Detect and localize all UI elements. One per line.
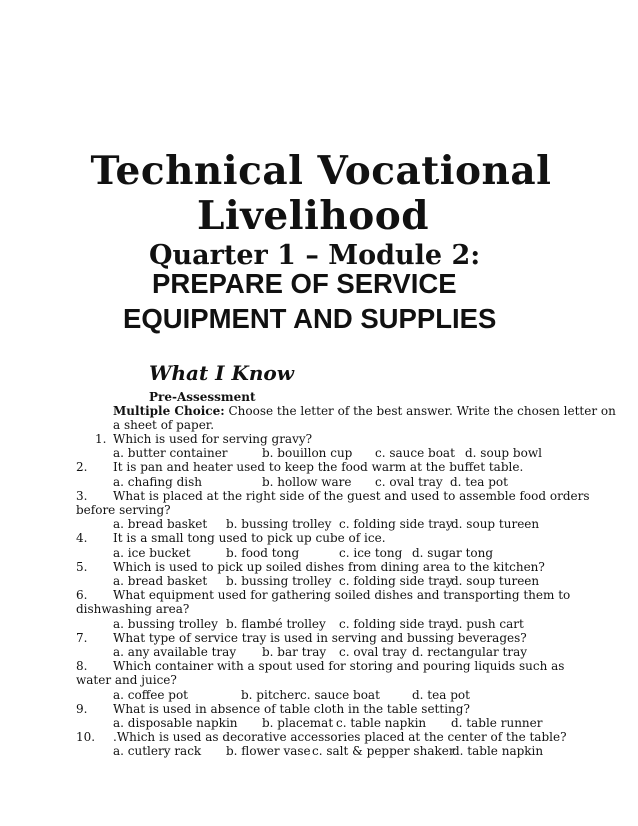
question-number: 1. [95,432,107,446]
answer-option: d. sugar tong [412,545,494,560]
answer-option: b. bar tray [262,645,327,659]
question-text: Which container with a spout used for storing and pouring liquids such as [113,659,565,674]
answer-option: a. any available tray [113,645,237,659]
module-title-line-1: PREPARE OF SERVICE [152,268,457,299]
answer-option: d. soup bowl [465,446,542,461]
question-number: 9. [76,701,88,716]
answer-option: d. push cart [451,616,524,631]
answer-option: d. rectangular tray [412,645,528,659]
question-number: 7. [76,630,88,645]
question-text: What is used in absence of table cloth in the table setting? [113,701,470,716]
answer-option: d. tea pot [412,687,470,702]
instructions-line-2: a sheet of paper. [113,418,215,432]
question-text: dishwashing area? [76,602,190,617]
module-title-line-2: EQUIPMENT AND SUPPLIES [123,303,497,334]
question-number: 10. [76,730,96,745]
question-text: water and juice? [76,673,177,688]
answer-option: d. soup tureen [451,574,540,588]
question-text: It is pan and heater used to keep the food warm at the buffet table. [113,460,524,475]
answer-option: b. food tong [226,545,300,560]
answer-option: b. bussing trolley [226,517,332,532]
answer-option: c. salt & pepper shaker [312,744,455,759]
question-number: 4. [76,531,88,546]
answer-option: b. flower vase [226,744,311,759]
question-number: 8. [76,659,88,674]
answer-option: d. tea pot [450,474,508,489]
answer-option: a. bread basket [113,574,208,588]
answer-option: b. hollow ware [262,474,352,489]
question-text: Which is used for serving gravy? [113,432,313,446]
answer-option: b. bussing trolley [226,574,332,588]
answer-option: a. coffee pot [113,687,188,702]
question-number: 5. [76,559,88,574]
question-number: 6. [76,588,88,603]
answer-option: b. placemat [262,716,334,730]
answer-option: a. chafing dish [113,474,203,489]
answer-option: a. butter container [113,446,228,461]
instructions-line-1 [113,404,616,418]
document-title-line-2: Livelihood [197,193,429,239]
answer-option: a. cutlery rack [113,744,202,759]
answer-option: a. disposable napkin [113,716,238,730]
answer-option: c. sauce boat [375,446,455,461]
question-text: What is placed at the right side of the guest and used to assemble food orders [113,488,590,503]
question-number: 2. [76,460,88,475]
answer-option: c. folding side tray [339,517,453,532]
document-title-line-1: Technical Vocational [90,148,552,194]
instructions-label: Multiple Choice: [113,404,225,418]
answer-option: c. ice tong [339,545,403,560]
pre-assessment-label: Pre-Assessment [149,390,256,404]
module-number: Quarter 1 – Module 2: [149,240,481,271]
answer-option: b. bouillon cup [262,446,353,461]
question-text: before serving? [76,503,171,517]
instructions-text: Choose the letter of the best answer. Write the chosen letter on [224,404,616,418]
answer-option: d. table runner [451,716,543,730]
question-text: It is a small tong used to pick up cube of ice. [113,531,386,546]
answer-option: d. soup tureen [451,517,540,532]
answer-option: d. table napkin [452,744,544,759]
answer-option: b. flambé trolley [226,616,326,631]
answer-option: c. table napkin [336,716,427,730]
answer-option: a. bussing trolley [113,616,218,631]
answer-option: c. folding side tray [339,616,453,631]
answer-option: c. oval tray [375,474,443,489]
section-heading: What I Know [149,361,294,385]
answer-option: c. oval tray [339,645,407,659]
answer-option: c. sauce boat [300,687,380,702]
question-text: .Which is used as decorative accessories placed at the center of the table? [113,730,567,745]
answer-option: c. folding side tray [339,574,453,588]
answer-option: b. pitcher [241,687,300,702]
question-text: What type of service tray is used in serving and bussing beverages? [113,630,527,645]
answer-option: a. ice bucket [113,545,191,560]
question-text: Which is used to pick up soiled dishes from dining area to the kitchen? [113,559,545,574]
answer-option: a. bread basket [113,517,208,532]
question-number: 3. [76,488,88,503]
question-text: What equipment used for gathering soiled dishes and transporting them to [113,588,571,603]
